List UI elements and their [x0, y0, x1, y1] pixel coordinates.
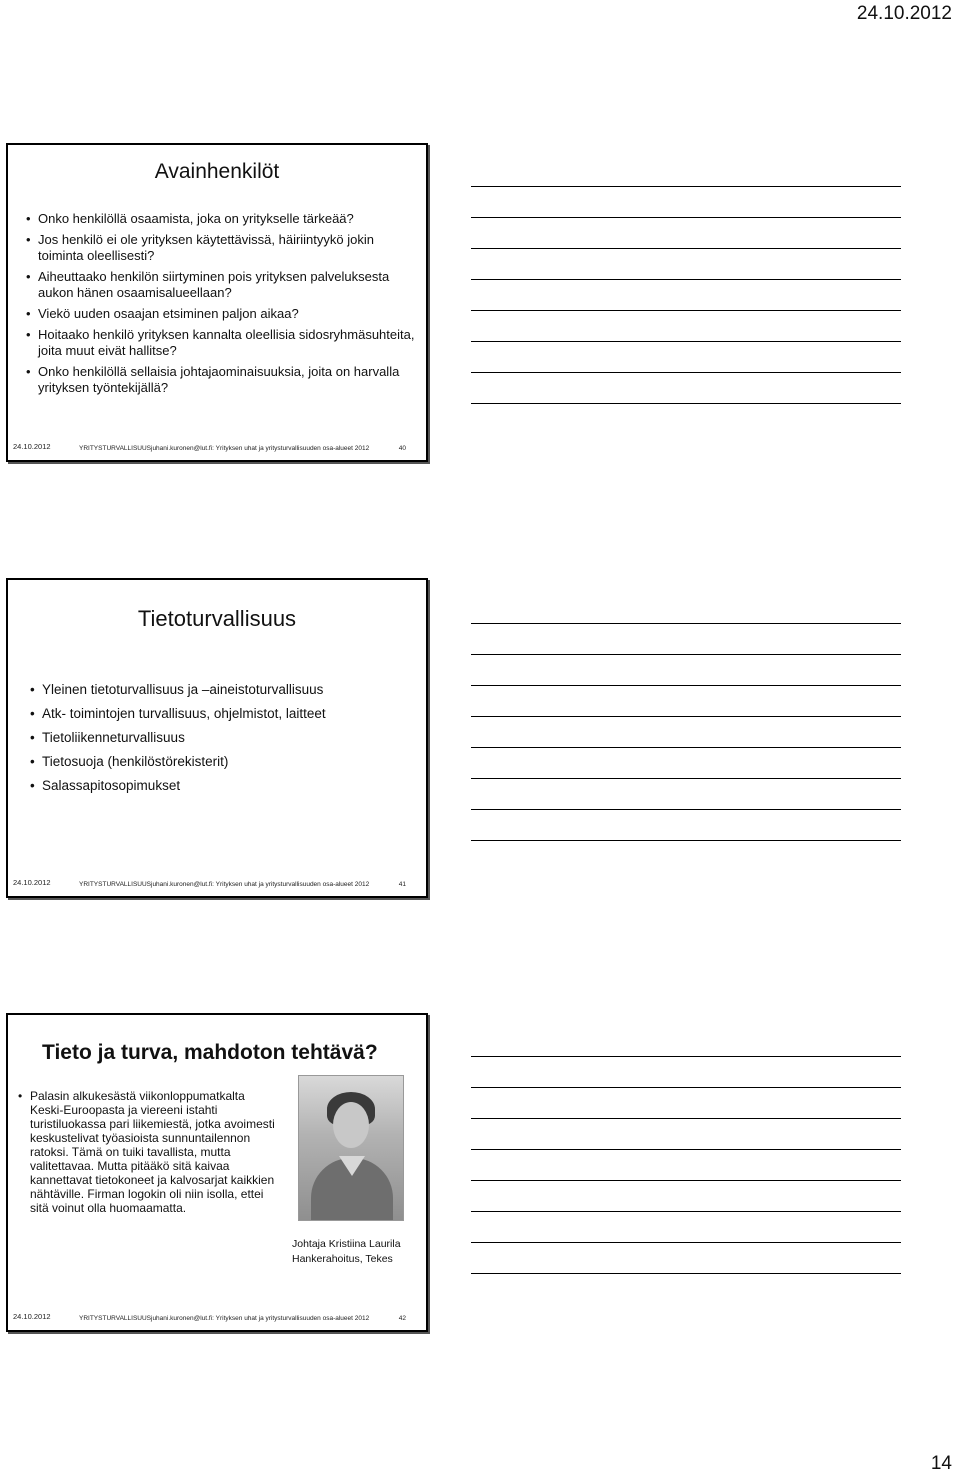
bullet-list: [30, 682, 420, 802]
bullet-list: [18, 1089, 280, 1215]
bullet-item: • Onko henkilöllä osaamista, joka on yritykselle tärkeää?: [26, 211, 418, 227]
notes-lines: [471, 1056, 901, 1304]
slide-40: [6, 143, 428, 462]
bullet-item: • Tietosuoja (henkilöstörekisterit): [30, 754, 420, 770]
slide-title: Avainhenkilöt: [154, 160, 280, 183]
footer-date: 24.10.2012: [13, 878, 51, 887]
bullet-item: • Viekö uuden osaajan etsiminen paljon aikaa?: [26, 306, 418, 322]
bullet-item: • Tietoliikenneturvallisuus: [30, 730, 420, 746]
footer-text: YRITYSTURVALLISUUSjuhani.kuronen@lut.fi: Yrityksen uhat ja yritysturvallisuuden osa-alueet 2012: [79, 445, 370, 452]
footer-text: YRITYSTURVALLISUUSjuhani.kuronen@lut.fi: Yrityksen uhat ja yritysturvallisuuden osa-alueet 2012: [79, 1315, 370, 1322]
footer-date: 24.10.2012: [13, 442, 51, 451]
slide-42: [6, 1013, 428, 1332]
page-header-date: 24.10.2012: [856, 3, 952, 24]
slide-title: Tietoturvallisuus: [137, 606, 297, 631]
bullet-item: • Aiheuttaako henkilön siirtyminen pois yrityksen palveluksesta aukon hänen osaamisalueellaan?: [26, 269, 418, 301]
slide-number: 40: [398, 445, 406, 452]
slide-number: 42: [398, 1315, 406, 1322]
portrait-photo: [298, 1075, 404, 1221]
caption-name: Johtaja Kristiina Laurila: [292, 1238, 401, 1250]
bullet-item: • Jos henkilö ei ole yrityksen käytettävissä, häiriintyykö jokin toiminta oleellisesti?: [26, 232, 418, 264]
bullet-item: • Yleinen tietoturvallisuus ja –aineistoturvallisuus: [30, 682, 420, 698]
slide-title: Tieto ja turva, mahdoton tehtävä?: [42, 1041, 378, 1064]
bullet-item: • Hoitaako henkilö yrityksen kannalta oleellisia sidosryhmäsuhteita, joita muut eivät hallitse?: [26, 327, 418, 359]
notes-lines: [471, 186, 901, 434]
slide-41: [6, 578, 428, 898]
photo-caption: [292, 1237, 401, 1267]
bullet-list: [26, 211, 418, 401]
bullet-item: • Palasin alkukesästä viikonloppumatkalta Keski-Euroopasta ja viereeni istahti turistiluokassa pari liikemiestä, jotka avoimesti keskustelivat työasioista sunnuntailennon ratoksi. Tämä on tuiki tavallista, mutta valitettavaa. Mutta pitääkö sitä kaivaa kannettavat tietokoneet ja kalvosarjat kaikkien nähtäville. Firman logokin oli niin isolla, ettei sitä voinut olla huomaamatta.: [18, 1089, 280, 1215]
page-number: 14: [930, 1453, 952, 1474]
slide-number: 41: [398, 881, 406, 888]
bullet-item: • Onko henkilöllä sellaisia johtajaominaisuuksia, joita on harvalla yrityksen työntekijällä?: [26, 364, 418, 396]
footer-text: YRITYSTURVALLISUUSjuhani.kuronen@lut.fi: Yrityksen uhat ja yritysturvallisuuden osa-alueet 2012: [79, 881, 370, 888]
caption-org: Hankerahoitus, Tekes: [292, 1253, 393, 1265]
bullet-item: • Salassapitosopimukset: [30, 778, 420, 794]
footer-date: 24.10.2012: [13, 1312, 51, 1321]
bullet-item: • Atk- toimintojen turvallisuus, ohjelmistot, laitteet: [30, 706, 420, 722]
notes-lines: [471, 623, 901, 871]
